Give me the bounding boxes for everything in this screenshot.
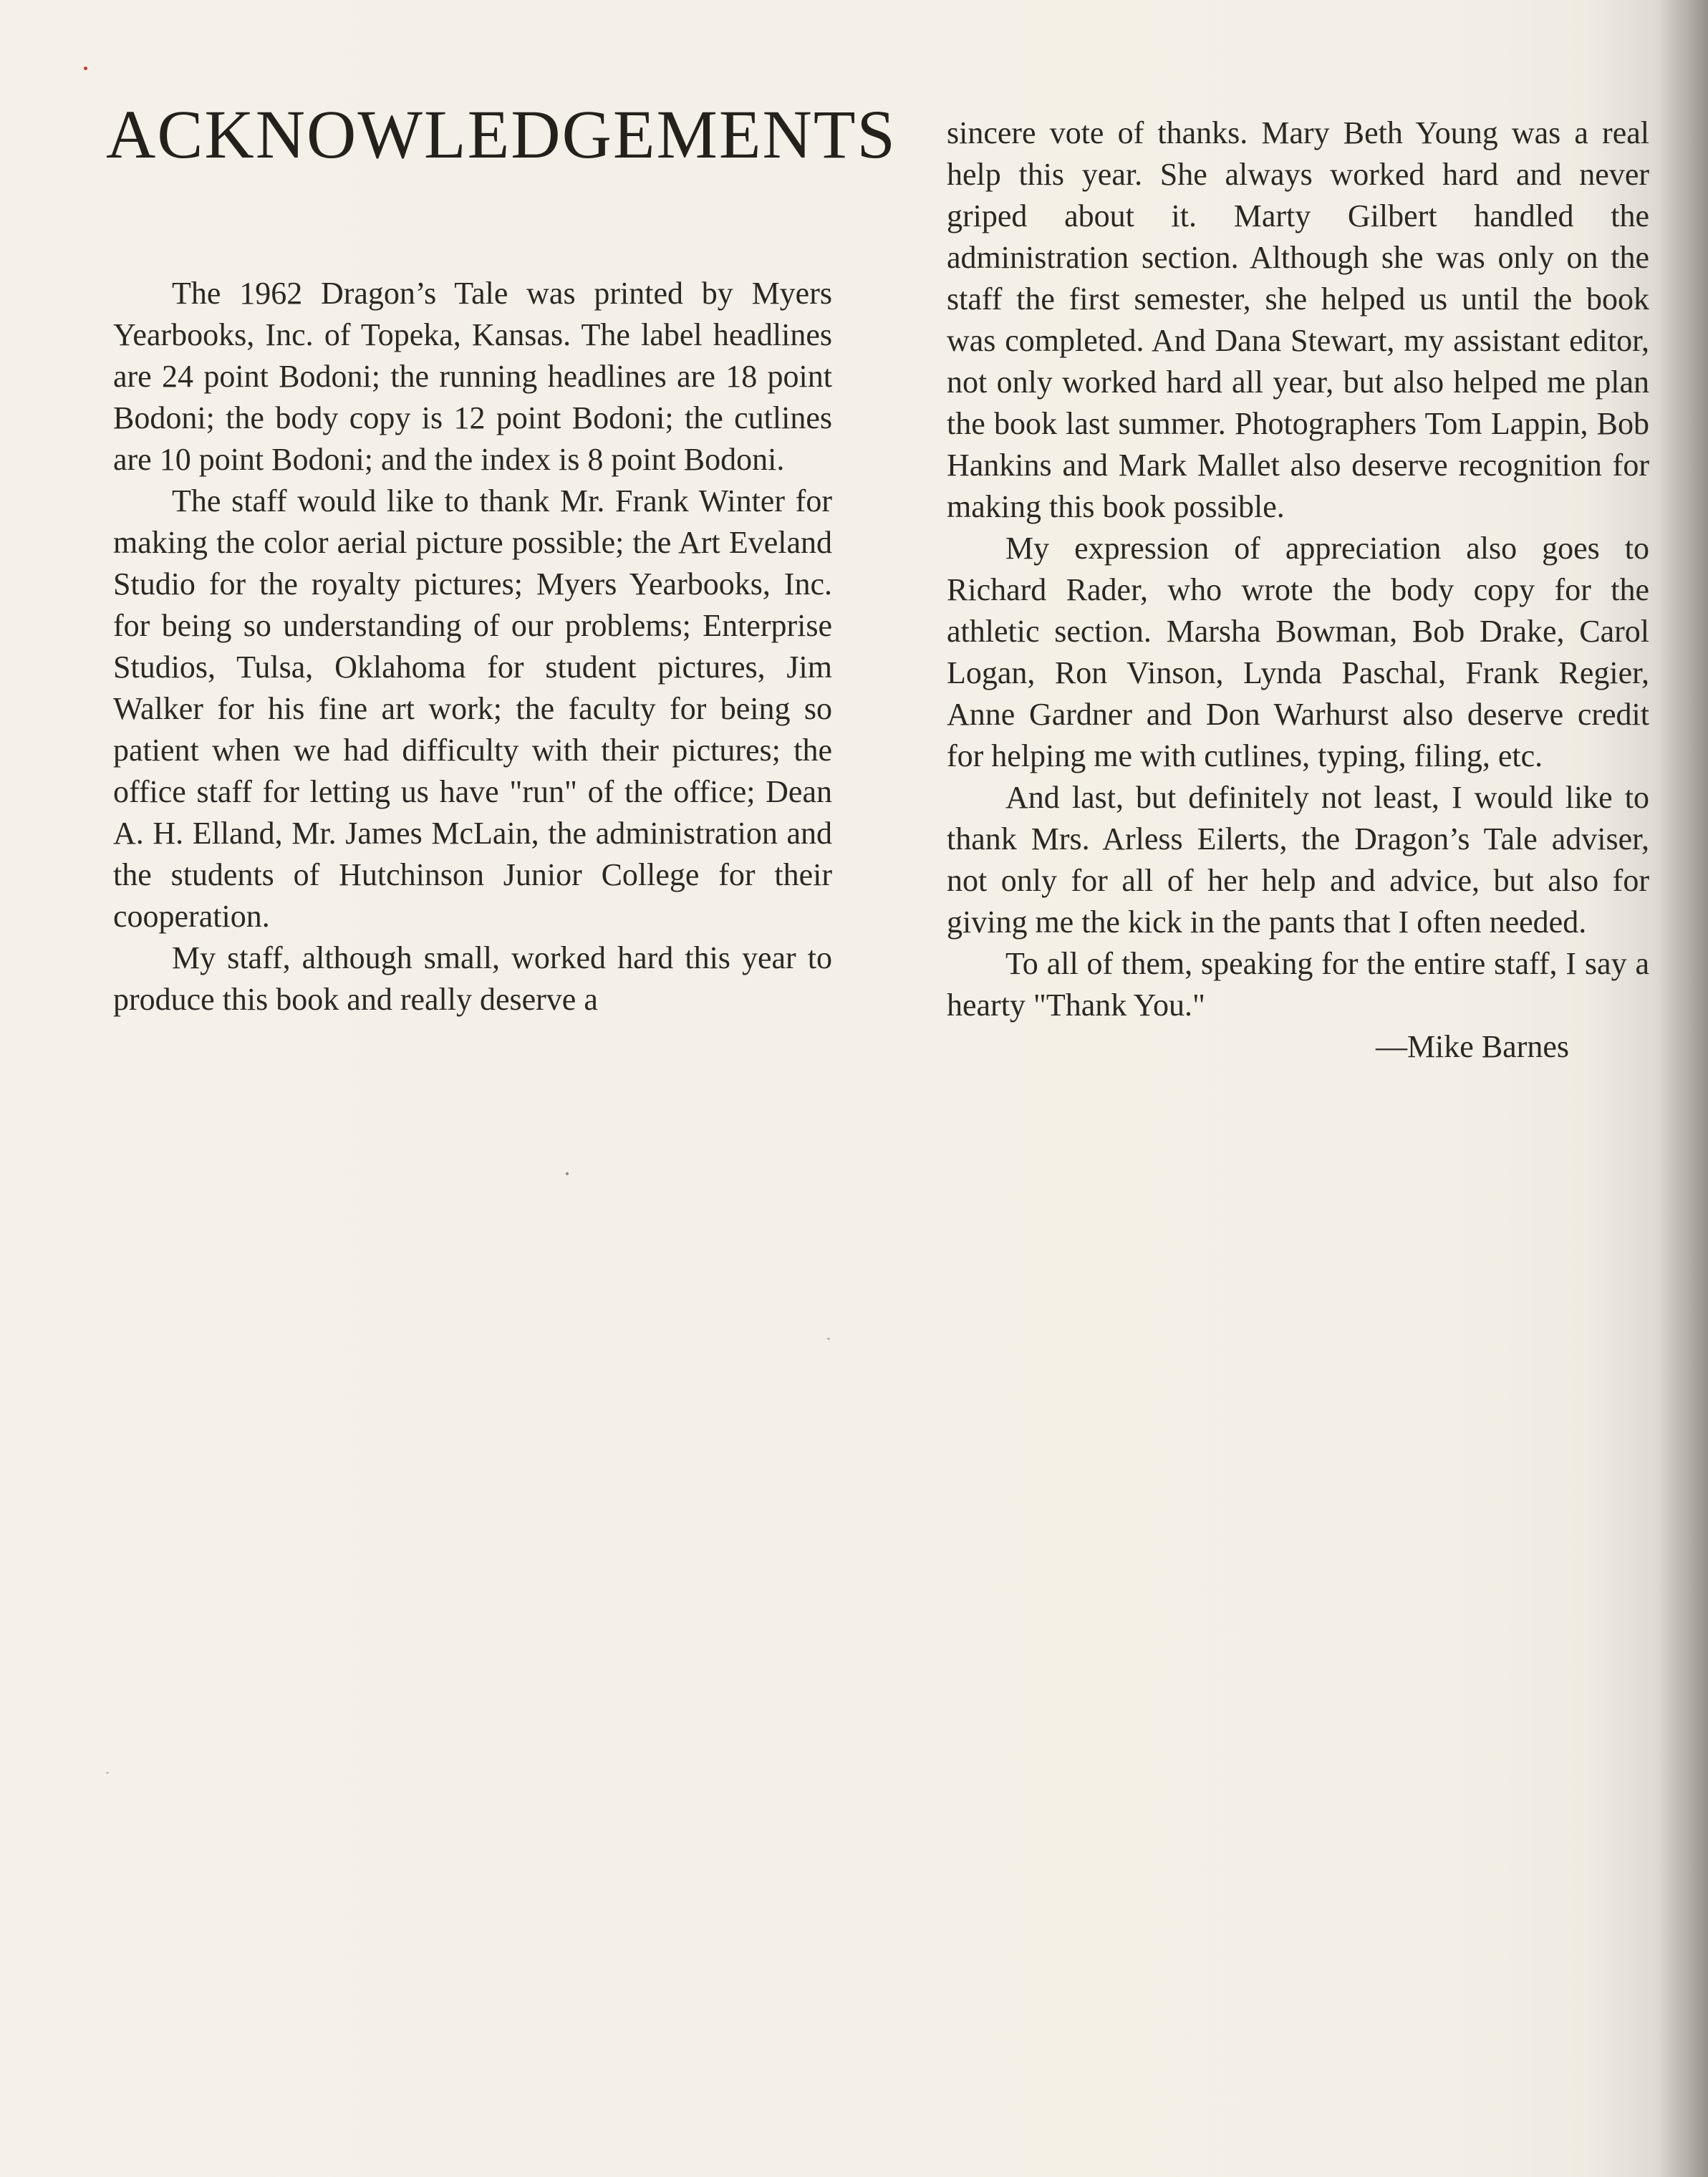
paragraph-adviser-thanks: And last, but definitely not least, I would like to thank Mrs. Arless Eilerts, the Dragon’s Tale adviser, not only for all of her help and advice, but also for giving me the kick in the pants that I often needed.: [947, 780, 1649, 940]
print-speck: [827, 1338, 830, 1340]
print-speck: [566, 1172, 569, 1175]
paragraph-staff-thanks: The staff would like to thank Mr. Frank Winter for making the color aerial picture possible; the Art Eveland Studio for the royalty pictures; Myers Yearbooks, Inc. for being so understanding of our problems; Enterprise Studios, Tulsa, Oklahoma for student pictures, Jim Walker for his fine art work; the faculty for being so patient when we had difficulty with their pictures; the office staff for letting us have "run" of the office; Dean A. H. Elland, Mr. James McLain, the administration and the students of Hutchinson Junior College for their cooperation.: [113, 483, 832, 934]
paragraph-closing: To all of them, speaking for the entire staff, I say a hearty "Thank You.": [947, 946, 1649, 1023]
print-speck: [84, 67, 87, 70]
right-text-column: [947, 112, 1649, 1068]
paragraph-my-staff: My staff, although small, worked hard this year to produce this book and really deserve a: [113, 940, 832, 1017]
paragraph-printing-details: The 1962 Dragon’s Tale was printed by Myers Yearbooks, Inc. of Topeka, Kansas. The label headlines are 24 point Bodoni; the running headlines are 18 point Bodoni; the body copy is 12 point Bodoni; the cutlines are 10 point Bodoni; and the index is 8 point Bodoni.: [113, 276, 832, 477]
page-title: ACKNOWLEDGEMENTS: [106, 96, 897, 173]
print-speck: [106, 1772, 109, 1774]
signature: —Mike Barnes: [1375, 1029, 1569, 1064]
page-binding-shadow: [1658, 0, 1708, 2177]
paragraph-continuation: sincere vote of thanks. Mary Beth Young was a real help this year. She always worked hard and never griped about it. Marty Gilbert handled the administration section. Although she was only on the staff the first semester, she helped us until the book was completed. And Dana Stewart, my assistant editor, not only worked hard all year, but also helped me plan the book last summer. Photographers Tom Lappin, Bob Hankins and Mark Mallet also deserve recognition for making this book possible.: [947, 115, 1649, 524]
paragraph-appreciation: My expression of appreciation also goes to Richard Rader, who wrote the body copy for the athletic section. Marsha Bowman, Bob Drake, Carol Logan, Ron Vinson, Lynda Paschal, Frank Regier, Anne Gardner and Don Warhurst also deserve credit for helping me with cutlines, typing, filing, etc.: [947, 531, 1649, 773]
left-text-column: [113, 273, 832, 1020]
